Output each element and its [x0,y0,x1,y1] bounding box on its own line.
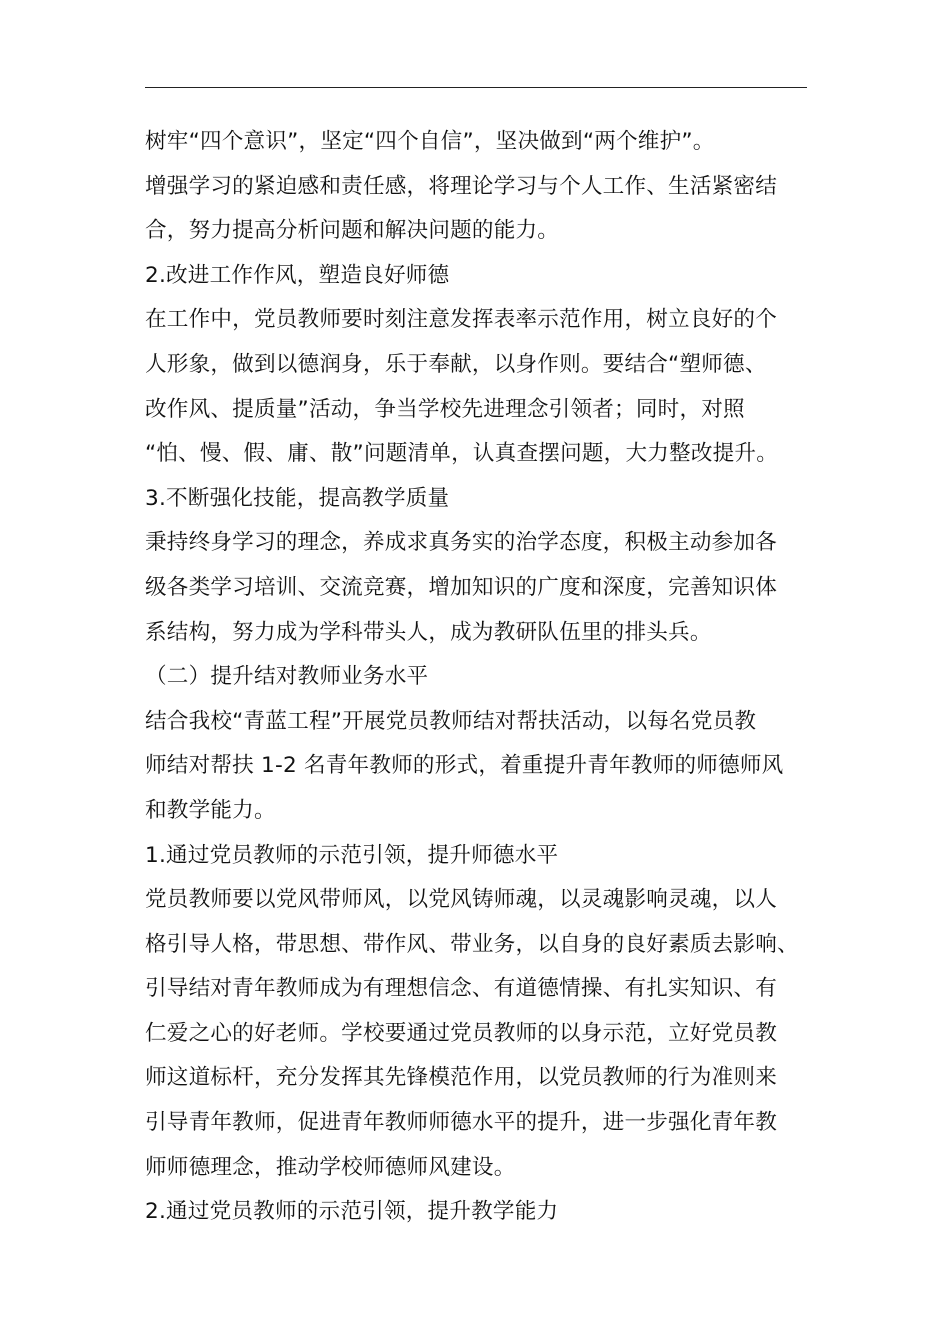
header-rule [145,87,807,88]
text-line: 级各类学习培训、交流竞赛，增加知识的广度和深度，完善知识体 [145,574,778,600]
text-line: 师师德理念，推动学校师德师风建设。 [145,1154,516,1180]
text-line: 增强学习的紧迫感和责任感，将理论学习与个人工作、生活紧密结 [145,173,778,199]
text-line: 格引导人格，带思想、带作风、带业务，以自身的良好素质去影响、 [145,931,799,957]
text-line: 系结构，努力成为学科带头人，成为教研队伍里的排头兵。 [145,619,712,645]
text-line: 秉持终身学习的理念，养成求真务实的治学态度，积极主动参加各 [145,530,778,556]
text-line: “怕、慢、假、庸、散”问题清单，认真查摆问题，大力整改提升。 [145,441,779,467]
text-line: 仁爱之心的好老师。学校要通过党员教师的以身示范，立好党员教 [145,1020,778,1046]
text-line: 人形象，做到以德润身，乐于奉献，以身作则。要结合“塑师德、 [145,351,767,377]
text-line: 师这道标杆，充分发挥其先锋模范作用，以党员教师的行为准则来 [145,1065,778,1091]
section-heading: 2.通过党员教师的示范引领，提升教学能力 [145,1199,559,1225]
section-heading: 2.改进工作作风，塑造良好师德 [145,262,450,288]
section-heading: （二）提升结对教师业务水平 [145,664,429,690]
text-line: 师结对帮扶 1-2 名青年教师的形式，着重提升青年教师的师德师风 [145,753,784,779]
text-line: 合，努力提高分析问题和解决问题的能力。 [145,218,560,244]
text-line: 引导青年教师，促进青年教师师德水平的提升，进一步强化青年教 [145,1110,778,1136]
text-line: 结合我校“青蓝工程”开展党员教师结对帮扶活动，以每名党员教 [145,708,757,734]
text-line: 树牢“四个意识”，坚定“四个自信”，坚决做到“两个维护”。 [145,129,715,154]
text-line: 党员教师要以党风带师风，以党风铸师魂，以灵魂影响灵魂，以人 [145,887,778,913]
text-line: 和教学能力。 [145,797,276,823]
text-line: 引导结对青年教师成为有理想信念、有道德情操、有扎实知识、有 [145,976,778,1002]
text-line: 改作风、提质量”活动，争当学校先进理念引领者；同时，对照 [145,396,745,422]
document-body [145,120,825,1235]
section-heading: 3.不断强化技能，提高教学质量 [145,485,450,511]
text-line: 在工作中，党员教师要时刻注意发挥表率示范作用，树立良好的个 [145,307,778,333]
section-heading: 1.通过党员教师的示范引领，提升师德水平 [145,842,559,868]
